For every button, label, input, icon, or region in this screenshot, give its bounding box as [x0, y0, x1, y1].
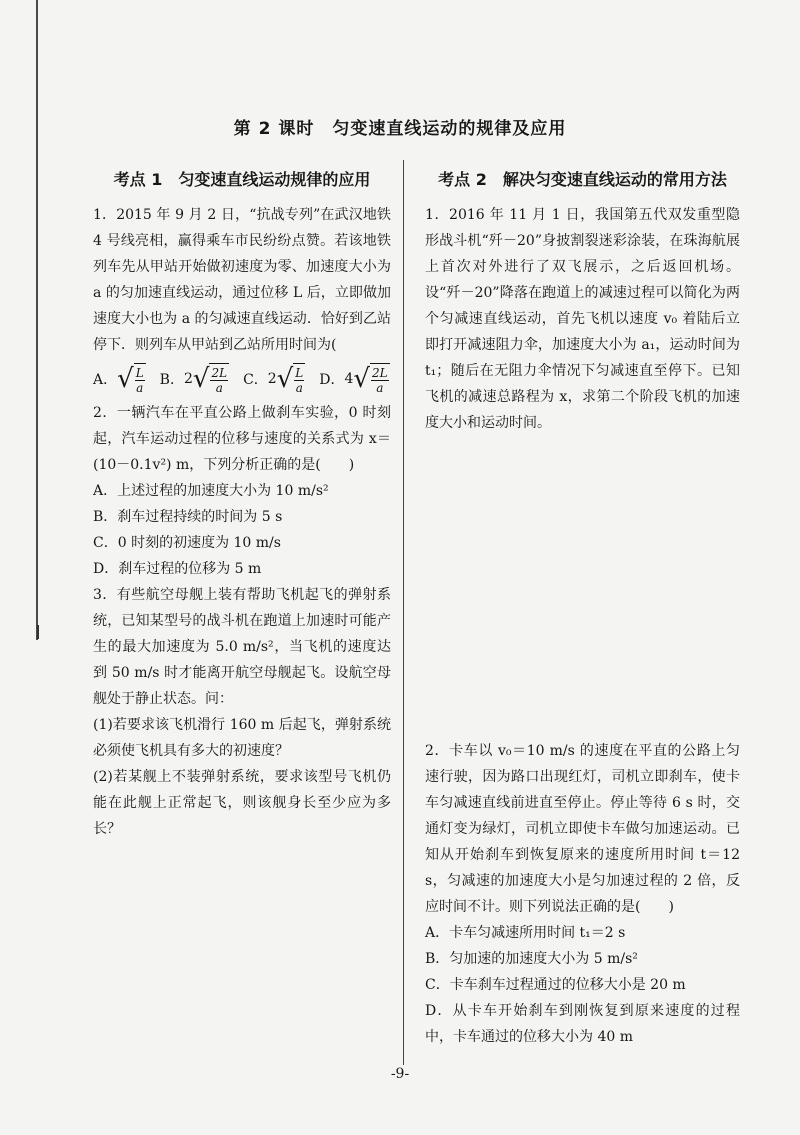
left-q2-stem: 2．一辆汽车在平直公路上做刹车实验，0 时刻起，汽车运动过程的位移与速度的关系式为 x＝(10－0.1v²) m，下列分析正确的是( ) [93, 405, 391, 473]
right-q1-stem: 1．2016 年 11 月 1 日，我国第五代双发重型隐形战斗机“歼－20”身披割裂迷彩涂装，在珠海航展上首次对外进行了双飞展示，之后返回机场。设“歼－20”降落在跑道上的减速过程可以简化为两个匀减速直线运动，首先飞机以速度 v₀ 着陆后立即打开减速阻力伞，加速度大小为 a₁，运动时间为 t₁；随后在无阻力伞情况下匀减速直至停下。已知飞机的减速总路程为 x，求第二个阶段飞机的加速度大小和运动时间。 [425, 207, 740, 431]
option-coef: 2 [267, 371, 277, 387]
right-q2-option-b: B．匀加速的加速度大小为 5 m/s² [425, 951, 638, 967]
option-coef: 2 [183, 371, 193, 387]
section-title-1: 考点 1 匀变速直线运动规律的应用 [113, 170, 371, 189]
left-q1-option-b [160, 363, 229, 395]
right-q2-stem: 2．卡车以 v₀＝10 m/s 的速度在平直的公路上匀速行驶，因为路口出现红灯，司机立即刹车，使卡车匀减速直线前进直至停止。停止等待 6 s 时，交通灯变为绿灯，司机立即使卡车做匀加速运动。已知从开始刹车到恢复原来的速度所用时间 t＝12 s，匀减速的加速度大小是匀加速过程的 2 倍，反应时间不计。则下列说法正确的是( ) [425, 743, 740, 915]
option-label: C． [243, 372, 268, 388]
column-divider [403, 160, 404, 1065]
right-q2-block [425, 738, 740, 1050]
right-q2-option-a: A．卡车匀减速所用时间 t₁＝2 s [425, 925, 626, 941]
right-q2-option-d: D．从卡车开始刹车到刚恢复到原来速度的过程中，卡车通过的位移大小为 40 m [425, 1003, 740, 1045]
left-q2-option-a: A．上述过程的加速度大小为 10 m/s² [93, 483, 329, 499]
left-q2-option-b: B．刹车过程持续的时间为 5 s [93, 509, 283, 525]
binding-margin-line [36, 0, 38, 640]
left-q1-stem: 1．2015 年 9 月 2 日，“抗战专列”在武汉地铁 4 号线亮相，赢得乘车市民纷纷点赞。若该地铁列车先从甲站开始做初速度为零、加速度大小为 a 的匀加速直线运动，通过位移 L 后，立即做加速度大小也为 a 的匀减速直线运动．恰好到乙站停下．则列车从甲站到乙站所用时间为( [93, 207, 391, 353]
option-label: A． [93, 372, 118, 388]
left-q3-part-2: (2)若某舰上不装弹射系统，要求该型号飞机仍能在此舰上正常起飞，则该舰身长至少应为多长？ [93, 769, 391, 837]
left-q3-part-1: (1)若要求该飞机滑行 160 m 后起飞，弹射系统必须使飞机具有多大的初速度？ [93, 717, 391, 759]
left-q1-option-a [93, 363, 146, 395]
frac-denominator: a [215, 381, 223, 395]
option-coef: 4 [344, 371, 354, 387]
sqrt-icon: √ $\frac{L}{a}$ [117, 364, 144, 395]
left-q1-option-d [319, 363, 389, 395]
frac-numerator: L [135, 366, 144, 380]
option-label: D． [319, 372, 345, 388]
left-column [93, 168, 391, 842]
right-q2-option-c: C．卡车刹车过程通过的位移大小是 20 m [425, 977, 686, 993]
frac-denominator: a [376, 381, 384, 395]
left-q1-options [93, 360, 391, 398]
left-q1-option-c [243, 363, 305, 395]
page-number: -9- [390, 1066, 410, 1082]
right-column [425, 168, 740, 436]
frac-numerator: 2L [372, 366, 388, 380]
binding-mark [37, 625, 39, 639]
left-q2-option-c: C．0 时刻的初速度为 10 m/s [93, 535, 281, 551]
sqrt-icon: √ $\frac{2L}{a}$ [192, 364, 228, 395]
left-q2-option-d: D．刹车过程的位移为 5 m [93, 561, 262, 577]
option-label: B． [159, 372, 184, 388]
frac-numerator: 2L [211, 366, 228, 380]
sqrt-icon: √ $\frac{L}{a}$ [276, 364, 304, 395]
sqrt-icon: √ $\frac{2L}{a}$ [353, 364, 388, 395]
frac-denominator: a [136, 381, 144, 395]
page-title: 第 2 课时 匀变速直线运动的规律及应用 [233, 119, 567, 139]
left-q3-stem: 3．有些航空母舰上装有帮助飞机起飞的弹射系统，已知某型号的战斗机在跑道上加速时可能产生的最大加速度为 5.0 m/s²，当飞机的速度达到 50 m/s 时才能离开航空母舰起飞。设航空母舰处于静止状态。问： [93, 587, 391, 707]
frac-denominator: a [295, 381, 303, 395]
frac-numerator: L [295, 366, 304, 380]
section-title-2: 考点 2 解决匀变速直线运动的常用方法 [438, 170, 727, 189]
